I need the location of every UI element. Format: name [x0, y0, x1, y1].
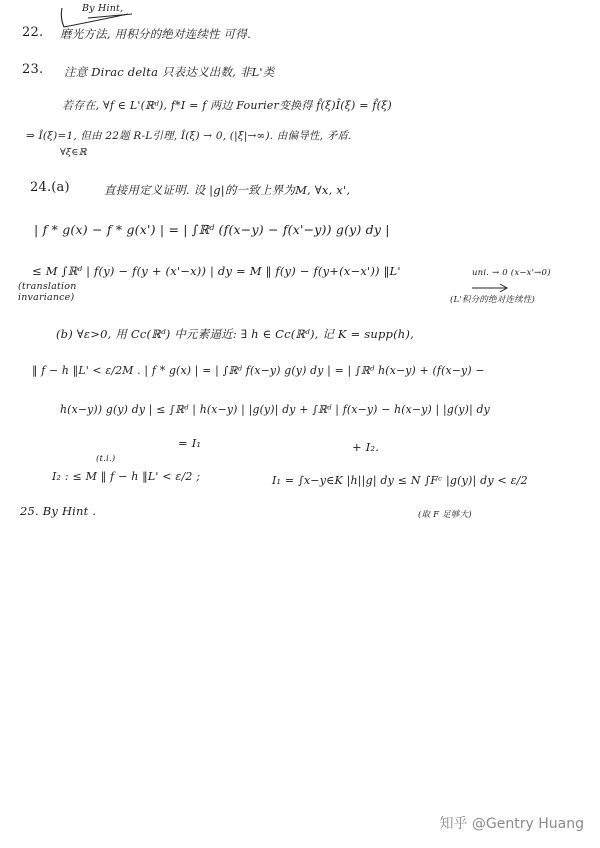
- uni-arrow-stroke: [472, 284, 507, 292]
- q22-text: 磨光方法, 用积分的绝对连续性 可得.: [60, 27, 251, 41]
- q24a-arrow: uni. → 0 (x−x'→0): [472, 268, 551, 278]
- zhihu-watermark: 知乎 @Gentry Huang: [439, 816, 584, 832]
- q24a-eq2: ≤ M ∫ℝᵈ | f(y) − f(y + (x'−x)) | dy = M ‖ f(y) − f(y+(x−x')) ‖L': [32, 264, 401, 278]
- q22-hint: By Hint,: [82, 3, 124, 14]
- q24b-ti: (t.i.): [96, 454, 116, 464]
- q24a-line1: 直接用定义证明. 设 |g|的一致上界为M, ∀x, x',: [104, 183, 351, 197]
- q24a-reference: (L'积分的绝对连续性): [450, 295, 536, 305]
- q24b-line4a: = I₁: [178, 436, 202, 450]
- q23-line1: 注意 Dirac delta 只表达义出数, 非L'类: [64, 65, 275, 79]
- q24b-line2: ‖ f − h ‖L' < ε/2M . | f * g(x) | = | ∫ℝᵈ f(x−y) g(y) dy | = | ∫ℝᵈ h(x−y) + (f(x−y) −: [32, 364, 485, 377]
- q24a-label: 24.(a): [30, 180, 70, 195]
- q23-line3: ⇒ Î(ξ)=1, 但由 22题 R-L引理, Î(ξ) → 0, (|ξ|→∞). 由偏导性, 矛盾.: [26, 130, 352, 142]
- q23-line4: ∀ξ∈ℝ: [60, 147, 87, 158]
- q24b-line4b: + I₂.: [352, 440, 380, 454]
- q22-label: 22.: [22, 25, 44, 40]
- q24a-eq1: | f * g(x) − f * g(x') | = | ∫ℝᵈ (f(x−y) − f(x'−y)) g(y) dy |: [34, 222, 390, 237]
- q23-line2: 若存在, ∀f ∈ L'(ℝᵈ), f*I = f 两边 Fourier变换得 f̂(ξ)Î(ξ) = f̂(ξ): [62, 99, 392, 112]
- q25-text: 25. By Hint .: [20, 504, 97, 518]
- q24b-line1: (b) ∀ε>0, 用 Cc(ℝᵈ) 中元素逼近: ∃ h ∈ Cc(ℝᵈ), 记 K = supp(h),: [56, 327, 414, 341]
- q24b-line3: h(x−y)) g(y) dy | ≤ ∫ℝᵈ | h(x−y) | |g(y)| dy + ∫ℝᵈ | f(x−y) − h(x−y) | |g(y)| dy: [60, 403, 490, 416]
- q24a-translation-invariance: (translation invariance): [18, 281, 77, 303]
- q24b-line5a: I₂ : ≤ M ‖ f − h ‖L' < ε/2 ;: [52, 470, 201, 483]
- q24b-note: (取 F 足够大): [418, 510, 472, 520]
- q23-label: 23.: [22, 62, 44, 77]
- q24b-line5b: I₁ = ∫x−y∈K |h||g| dy ≤ N ∫Fᶜ |g(y)| dy < ε/2: [272, 474, 528, 487]
